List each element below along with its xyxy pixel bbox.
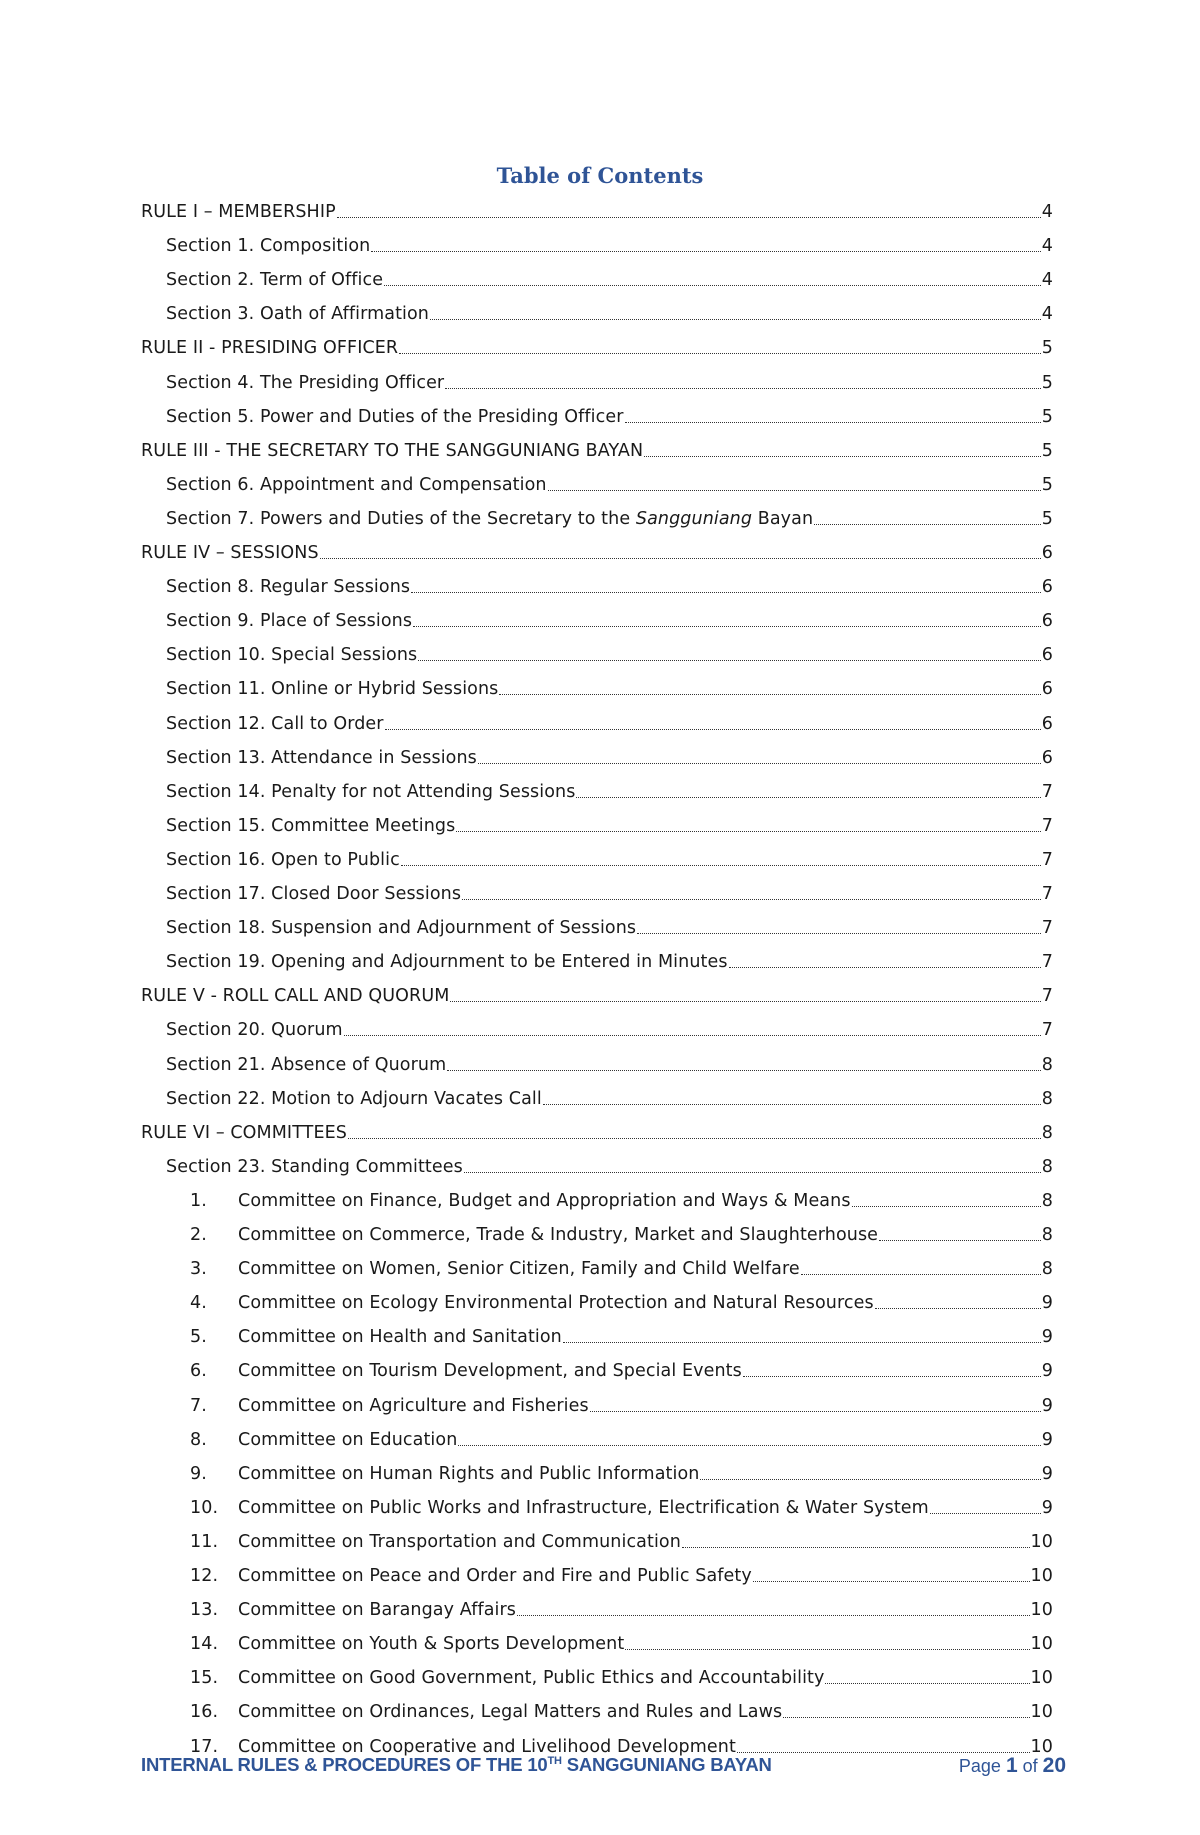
toc-entry-label: Section 6. Appointment and Compensation xyxy=(166,474,547,495)
toc-entry-label: Committee on Health and Sanitation xyxy=(238,1327,562,1348)
toc-entry[interactable] xyxy=(190,1557,1053,1587)
toc-entry-leader xyxy=(413,626,1041,627)
toc-entry-page: 6 xyxy=(1041,611,1053,632)
toc-entry[interactable] xyxy=(166,841,1053,871)
toc-entry-page: 7 xyxy=(1041,884,1053,904)
toc-entry-leader xyxy=(401,865,1041,866)
toc-entry-page: 6 xyxy=(1041,543,1053,563)
toc-entry-page: 9 xyxy=(1041,1395,1053,1416)
toc-entry-leader xyxy=(348,1138,1041,1139)
toc-entry-label: Section 2. Term of Office xyxy=(166,270,384,291)
toc-entry[interactable] xyxy=(190,1728,1053,1758)
toc-entry[interactable] xyxy=(166,1148,1053,1178)
toc-entry-label: Section 11. Online or Hybrid Sessions xyxy=(166,679,499,700)
toc-entry-leader xyxy=(320,558,1041,559)
toc-entry-leader xyxy=(445,388,1041,389)
toc-entry-leader xyxy=(430,319,1041,320)
toc-entry-label: RULE VI – COMMITTEES xyxy=(141,1122,347,1143)
toc-entry-leader xyxy=(344,1035,1041,1036)
toc-entry-label: Section 21. Absence of Quorum xyxy=(166,1054,447,1075)
toc-entry[interactable] xyxy=(190,1284,1053,1314)
toc-entry-leader xyxy=(682,1547,1030,1548)
toc-entry-label: Section 17. Closed Door Sessions xyxy=(166,884,462,904)
toc-entry[interactable] xyxy=(166,1080,1053,1110)
toc-entry[interactable] xyxy=(190,1387,1053,1417)
toc-entry-page: 7 xyxy=(1041,781,1053,802)
toc-entry-label: Committee on Peace and Order and Fire and Public Safety xyxy=(238,1566,752,1586)
toc-entry-leader xyxy=(399,353,1041,354)
toc-entry-page: 7 xyxy=(1041,952,1053,973)
toc-entry-label: Committee on Public Works and Infrastructure, Electrification & Water System xyxy=(238,1497,929,1518)
toc-entry-label: Section 1. Composition xyxy=(166,236,371,257)
toc-entry-label: Section 22. Motion to Adjourn Vacates Call xyxy=(166,1088,542,1109)
toc-entry-leader xyxy=(464,1172,1041,1173)
toc-entry-page: 6 xyxy=(1041,713,1053,734)
toc-entry-leader xyxy=(478,763,1041,764)
toc-entry[interactable] xyxy=(141,432,1053,462)
toc-entry-label: Committee on Commerce, Trade & Industry, Market and Slaughterhouse xyxy=(238,1225,879,1245)
toc-entry-page: 4 xyxy=(1041,304,1053,325)
toc-entry-number: 15. xyxy=(190,1668,219,1689)
toc-entry-leader xyxy=(462,899,1041,900)
toc-entry-page: 6 xyxy=(1041,747,1053,768)
toc-entry[interactable] xyxy=(166,568,1053,598)
toc-entry-label: RULE II - PRESIDING OFFICER xyxy=(141,338,399,359)
toc-entry[interactable] xyxy=(190,1693,1053,1723)
toc-entry-leader xyxy=(385,729,1041,730)
toc-entry-number: 7. xyxy=(190,1395,207,1416)
toc-entry[interactable] xyxy=(166,670,1053,700)
toc-entry-leader xyxy=(743,1376,1041,1377)
footer-page-number: Page 1 of 20 xyxy=(958,1754,1066,1777)
toc-entry-leader xyxy=(447,1070,1041,1071)
toc-entry-page: 6 xyxy=(1041,577,1053,598)
toc-entry-leader xyxy=(450,1001,1040,1002)
toc-entry[interactable] xyxy=(190,1455,1053,1485)
toc-entry-leader xyxy=(625,1649,1029,1650)
toc-entry-number: 6. xyxy=(190,1361,207,1382)
toc-entry[interactable] xyxy=(190,1352,1053,1382)
toc-entry[interactable] xyxy=(190,1591,1053,1621)
toc-entry-leader xyxy=(737,1752,1030,1753)
toc-entry-leader xyxy=(814,524,1041,525)
toc-entry-leader xyxy=(625,422,1041,423)
toc-entry[interactable] xyxy=(166,943,1053,973)
toc-entry-label: Section 19. Opening and Adjournment to be Entered in Minutes xyxy=(166,952,728,973)
toc-entry-label: Committee on Finance, Budget and Appropriation and Ways & Means xyxy=(238,1190,851,1211)
toc-entry[interactable] xyxy=(166,875,1053,905)
toc-entry-leader xyxy=(700,1479,1040,1480)
toc-entry-label: Committee on Ecology Environmental Protection and Natural Resources xyxy=(238,1293,874,1314)
toc-entry-page: 9 xyxy=(1041,1327,1053,1348)
toc-entry-leader xyxy=(576,797,1040,798)
toc-entry-page: 10 xyxy=(1030,1736,1053,1757)
toc-entry[interactable] xyxy=(190,1182,1053,1212)
toc-entry-page: 10 xyxy=(1030,1702,1053,1723)
toc-entry-page: 7 xyxy=(1041,849,1053,870)
toc-entry-label: Section 12. Call to Order xyxy=(166,713,384,734)
toc-entry-page: 4 xyxy=(1041,202,1053,222)
toc-entry-page: 8 xyxy=(1041,1156,1053,1177)
toc-entry-label: Committee on Good Government, Public Ethics and Accountability xyxy=(238,1668,825,1689)
toc-entry-number: 8. xyxy=(190,1429,207,1450)
toc-entry-leader xyxy=(517,1615,1030,1616)
toc-entry-label: Section 16. Open to Public xyxy=(166,849,400,870)
toc-entry-page: 10 xyxy=(1030,1668,1053,1689)
toc-entry[interactable] xyxy=(141,534,1053,564)
toc-entry-label: Section 13. Attendance in Sessions xyxy=(166,747,477,768)
toc-entry[interactable] xyxy=(141,193,1053,223)
toc-entry-leader xyxy=(563,1342,1041,1343)
toc-entry-leader xyxy=(852,1206,1041,1207)
toc-entry-page: 6 xyxy=(1041,645,1053,666)
toc-entry-page: 4 xyxy=(1041,236,1053,257)
toc-entry-page: 4 xyxy=(1041,270,1053,291)
toc-entry[interactable] xyxy=(190,1250,1053,1280)
toc-entry[interactable] xyxy=(166,636,1053,666)
toc-entry-label: Section 14. Penalty for not Attending Sessions xyxy=(166,781,576,802)
toc-entry-page: 9 xyxy=(1041,1293,1053,1314)
toc-entry-number: 4. xyxy=(190,1293,207,1314)
toc-entry-page: 10 xyxy=(1030,1531,1053,1552)
toc-entry-number: 9. xyxy=(190,1463,207,1484)
toc-entry[interactable] xyxy=(166,398,1053,428)
toc-entry-page: 5 xyxy=(1041,338,1053,359)
toc-entry-label: Section 8. Regular Sessions xyxy=(166,577,411,598)
toc-entry-page: 6 xyxy=(1041,679,1053,700)
toc-entry-leader xyxy=(879,1240,1041,1241)
toc-entry-page: 10 xyxy=(1030,1634,1053,1655)
toc-entry[interactable] xyxy=(190,1216,1053,1246)
toc-entry[interactable] xyxy=(166,1011,1053,1041)
toc-entry-number: 16. xyxy=(190,1702,219,1723)
toc-entry[interactable] xyxy=(166,227,1053,257)
toc-entry-leader xyxy=(729,967,1041,968)
toc-entry-leader xyxy=(337,217,1041,218)
toc-entry-label: RULE III - THE SECRETARY TO THE SANGGUNIANG BAYAN xyxy=(141,440,644,461)
toc-entry[interactable] xyxy=(190,1625,1053,1655)
toc-entry-page: 7 xyxy=(1041,1020,1053,1041)
toc-entry-page: 5 xyxy=(1041,440,1053,461)
toc-entry-leader xyxy=(456,831,1040,832)
toc-entry-leader xyxy=(458,1445,1040,1446)
toc-entry-label: Section 7. Powers and Duties of the Secretary to the Sangguniang Bayan xyxy=(166,508,814,529)
toc-entry-number: 2. xyxy=(190,1225,207,1245)
toc-entry-page: 9 xyxy=(1041,1429,1053,1450)
toc-entry-page: 8 xyxy=(1041,1225,1053,1245)
toc-entry[interactable] xyxy=(166,500,1053,530)
toc-entry-label: Committee on Tourism Development, and Special Events xyxy=(238,1361,742,1382)
toc-entry-number: 3. xyxy=(190,1259,207,1280)
toc-entry-leader xyxy=(825,1683,1029,1684)
toc-entry-label: Committee on Education xyxy=(238,1429,458,1450)
toc-entry-leader xyxy=(930,1513,1041,1514)
toc-entry[interactable] xyxy=(166,909,1053,939)
toc-entry-label: RULE V - ROLL CALL AND QUORUM xyxy=(141,986,450,1007)
toc-entry[interactable] xyxy=(166,773,1053,803)
toc-entry-page: 5 xyxy=(1041,508,1053,529)
toc-entry-label: Committee on Women, Senior Citizen, Family and Child Welfare xyxy=(238,1259,800,1280)
toc-entry-page: 9 xyxy=(1041,1497,1053,1518)
toc-entry-label: Section 3. Oath of Affirmation xyxy=(166,304,429,325)
toc-entry-label: RULE I – MEMBERSHIP xyxy=(141,202,336,222)
toc-entry-leader xyxy=(411,592,1041,593)
toc-entry-number: 5. xyxy=(190,1327,207,1348)
toc-entry-label: Committee on Ordinances, Legal Matters and Rules and Laws xyxy=(238,1702,783,1723)
toc-entry-leader xyxy=(418,660,1040,661)
toc-entry-label: Section 23. Standing Committees xyxy=(166,1156,463,1177)
toc-entry-label: Section 4. The Presiding Officer xyxy=(166,372,445,393)
toc-entry-label: Committee on Cooperative and Livelihood Development xyxy=(238,1736,736,1757)
toc-entry-page: 7 xyxy=(1041,918,1053,939)
toc-entry[interactable] xyxy=(190,1489,1053,1519)
toc-entry-page: 8 xyxy=(1041,1122,1053,1143)
toc-entry-label: Section 9. Place of Sessions xyxy=(166,611,413,632)
toc-entry-leader xyxy=(637,933,1041,934)
toc-entry-label: Section 10. Special Sessions xyxy=(166,645,418,666)
toc-entry-number: 17. xyxy=(190,1736,219,1757)
toc-entry-number: 10. xyxy=(190,1497,219,1518)
toc-entry-leader xyxy=(384,285,1041,286)
toc-entry-label: Section 20. Quorum xyxy=(166,1020,343,1041)
toc-entry-label: Committee on Youth & Sports Development xyxy=(238,1634,625,1655)
toc-entry-number: 13. xyxy=(190,1600,219,1621)
toc-entry-label: Committee on Transportation and Communication xyxy=(238,1531,681,1552)
toc-entry[interactable] xyxy=(190,1659,1053,1689)
toc-entry-page: 7 xyxy=(1041,815,1053,836)
toc-entry[interactable] xyxy=(190,1318,1053,1348)
toc-entry-leader xyxy=(875,1308,1041,1309)
toc-entry-page: 8 xyxy=(1041,1088,1053,1109)
toc-entry[interactable] xyxy=(166,807,1053,837)
toc-title: Table of Contents xyxy=(496,163,704,188)
toc-entry-leader xyxy=(371,251,1040,252)
toc-entry-page: 10 xyxy=(1030,1566,1053,1586)
toc-entry-page: 5 xyxy=(1041,406,1053,427)
footer-document-title: INTERNAL RULES & PROCEDURES OF THE 10TH SANGGUNIANG BAYAN xyxy=(141,1754,772,1775)
toc-entry-page: 8 xyxy=(1041,1190,1053,1211)
toc-entry-number: 14. xyxy=(190,1634,219,1655)
toc-entry[interactable] xyxy=(166,295,1053,325)
toc-entry-label: Committee on Barangay Affairs xyxy=(238,1600,517,1621)
toc-entry-page: 8 xyxy=(1041,1054,1053,1075)
toc-entry-label: Committee on Human Rights and Public Information xyxy=(238,1463,700,1484)
toc-entry-leader xyxy=(783,1717,1029,1718)
toc-entry-page: 9 xyxy=(1041,1463,1053,1484)
toc-entry[interactable] xyxy=(190,1421,1053,1451)
toc-entry-label: Committee on Agriculture and Fisheries xyxy=(238,1395,589,1416)
toc-entry[interactable] xyxy=(166,364,1053,394)
toc-entry[interactable] xyxy=(141,977,1053,1007)
toc-entry[interactable] xyxy=(166,466,1053,496)
toc-entry-leader xyxy=(753,1581,1030,1582)
toc-entry-leader xyxy=(801,1274,1041,1275)
toc-entry-label: Section 18. Suspension and Adjournment of Sessions xyxy=(166,918,637,939)
toc-entry-leader xyxy=(543,1104,1041,1105)
toc-entry[interactable] xyxy=(166,1046,1053,1076)
toc-entry-page: 5 xyxy=(1041,372,1053,393)
toc-entry[interactable] xyxy=(166,261,1053,291)
toc-entry-page: 9 xyxy=(1041,1361,1053,1382)
toc-entry[interactable] xyxy=(166,602,1053,632)
toc-entry-leader xyxy=(644,456,1041,457)
toc-entry-number: 11. xyxy=(190,1531,219,1552)
toc-entry-leader xyxy=(499,694,1040,695)
toc-entry-leader xyxy=(548,490,1041,491)
toc-entry-label: Section 15. Committee Meetings xyxy=(166,815,456,836)
toc-entry[interactable] xyxy=(141,1114,1053,1144)
toc-entry[interactable] xyxy=(141,329,1053,359)
page-footer xyxy=(141,1754,1066,1784)
toc-entry-page: 7 xyxy=(1041,986,1053,1007)
toc-entry-page: 8 xyxy=(1041,1259,1053,1280)
toc-entry[interactable] xyxy=(166,705,1053,735)
toc-entry-number: 1. xyxy=(190,1190,207,1211)
toc-entry[interactable] xyxy=(190,1523,1053,1553)
toc-entry-page: 10 xyxy=(1030,1600,1053,1621)
toc-entry-leader xyxy=(590,1411,1041,1412)
toc-entry-label: RULE IV – SESSIONS xyxy=(141,543,319,563)
toc-entry-number: 12. xyxy=(190,1566,219,1586)
toc-entry[interactable] xyxy=(166,739,1053,769)
toc-entry-label: Section 5. Power and Duties of the Presiding Officer xyxy=(166,406,624,427)
toc-entry-page: 5 xyxy=(1041,474,1053,495)
